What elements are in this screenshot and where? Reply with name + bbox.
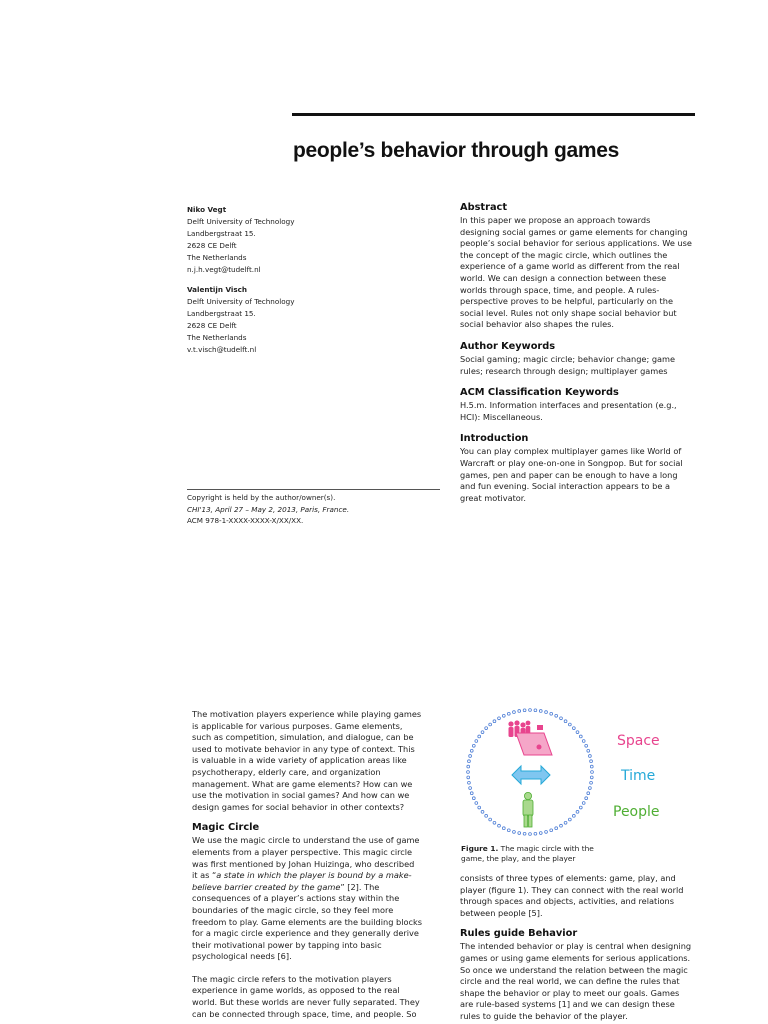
ring-dot [539, 710, 542, 713]
ring-dot [582, 802, 585, 805]
ring-dot [534, 709, 537, 712]
ring-dot [572, 814, 575, 817]
ring-dot [468, 781, 471, 784]
ring-dot [485, 814, 488, 817]
ring-dot [590, 781, 593, 784]
ring-dot [502, 714, 505, 717]
ring-dot [467, 771, 470, 774]
ring-dot [560, 717, 563, 720]
ring-dot [576, 810, 579, 813]
ring-dot [539, 832, 542, 835]
magic-circle-illustration [458, 700, 690, 840]
elements-paragraph: consists of three types of elements: game, play, and player (figure 1). They can connect with the real world through spaces and objects, activities, and relations between people [5]. [460, 873, 684, 918]
abstract-heading: Abstract [460, 202, 508, 213]
ring-dot [469, 787, 472, 790]
ring-dot [469, 755, 472, 758]
ring-dot [579, 806, 582, 809]
ring-dot [485, 727, 488, 730]
author-city: 2628 CE Delft [187, 241, 237, 250]
ring-dot [568, 723, 571, 726]
right-column-top [460, 201, 710, 504]
ring-dot [502, 827, 505, 830]
author-email: v.t.visch@tudelft.nl [187, 345, 257, 354]
ring-dot [518, 710, 521, 713]
ring-dot [518, 832, 521, 835]
ring-dot [560, 824, 563, 827]
author-city: 2628 CE Delft [187, 321, 237, 330]
ring-dot [555, 827, 558, 830]
ring-dot [587, 749, 590, 752]
author-email: n.j.h.vegt@tudelft.nl [187, 265, 261, 274]
ring-dot [507, 712, 510, 715]
ring-dot [588, 755, 591, 758]
ring-dot [585, 744, 588, 747]
author-street: Landbergstraat 15. [187, 309, 256, 318]
ring-dot [585, 797, 588, 800]
ring-dot [472, 744, 475, 747]
ring-dot [545, 711, 548, 714]
introduction-text: You can play complex multiplayer games like World of Warcraft or play one-on-one in Songpop. But for social games, pen and paper can be enough to have a long and fun evening. Social interaction appears to be a great motivator. [460, 446, 683, 503]
ring-dot [529, 709, 532, 712]
ring-dot [475, 740, 478, 743]
ring-dot [550, 829, 553, 832]
ring-dot [481, 810, 484, 813]
lower-right-column [460, 873, 710, 1023]
board-token-icon [537, 745, 542, 750]
ring-dot [467, 776, 470, 779]
ring-dot [470, 749, 473, 752]
clock-icon [537, 725, 543, 730]
acm-heading: ACM Classification Keywords [460, 387, 619, 399]
ring-dot [572, 727, 575, 730]
magic-circle-paragraph-2: The magic circle refers to the motivation players experience in game worlds, as opposed to the real world. But these worlds are never fully separated. They can be connected through space, time, and people. So [192, 973, 420, 1019]
ring-dot [467, 765, 470, 768]
ring-dot [468, 760, 471, 763]
ring-dot [555, 714, 558, 717]
author-country: The Netherlands [187, 253, 247, 262]
ring-dot [493, 720, 496, 723]
rules-paragraph: The intended behavior or play is central when designing games or using game elements for serious applications. So once we understand the relation between the magic circle and the real world, we can define the rules that shape the behavior or play to meet our goals. Games are rule-based systems [1] and we can design these rules to guide the behavior of the player. [460, 941, 692, 1021]
magic-circle-paragraph: We use the magic circle to understand the use of game elements from a player perspective. This magic circle was first mentioned by Johan Huizinga, who described it as “a state in which the player is bound by a make- believe barrier created by the game” [2]. The consequences of a player’s actions stay within the boundaries of the magic circle, so they feel more freedom to play. Game elements are the building blocks for a magic circle experience and they generally derive their motivational power by tapping into basic psychological needs [6]. [192, 835, 422, 962]
author-affiliation: Delft University of Technology [187, 217, 295, 226]
ring-dot [481, 731, 484, 734]
ring-dot [507, 829, 510, 832]
ring-dot [576, 731, 579, 734]
ring-dot [564, 720, 567, 723]
people-label: People [613, 804, 660, 820]
keywords-heading: Author Keywords [460, 340, 556, 352]
keywords-text: Social gaming; magic circle; behavior change; game rules; research through design; multiplayer games [460, 353, 676, 376]
lower-left-column [192, 709, 442, 1020]
ring-dot [470, 792, 473, 795]
paper-title: people’s behavior through games [293, 139, 619, 162]
ring-dot [588, 787, 591, 790]
isbn-line: ACM 978-1-XXXX-XXXX-X/XX/XX. [187, 516, 304, 525]
ring-dot [478, 735, 481, 738]
time-label: Time [621, 768, 656, 784]
figure-1 [458, 700, 690, 840]
rules-guide-behavior-heading: Rules guide Behavior [460, 928, 578, 940]
ring-dot [489, 818, 492, 821]
figure-caption: Figure 1. The magic circle with the game, the play, and the player [461, 844, 594, 863]
motivation-paragraph: The motivation players experience while playing games is applicable for various purposes. Game elements, such as competition, simulation, and dialogue, can be used to motivate behavior in any type of context. This is valuable in a wide variety of application areas like psychotherapy, elderly care, and organization management. What are game elements? How can we use the motivation in social games? And how can we design games for social behavior in other contexts? [192, 709, 422, 812]
title-rule [292, 113, 695, 116]
double-arrow-icon [512, 766, 550, 784]
ring-dot [475, 802, 478, 805]
author-affiliation: Delft University of Technology [187, 297, 295, 306]
ring-dot [523, 709, 526, 712]
ring-dot [513, 711, 516, 714]
author-street: Landbergstraat 15. [187, 229, 256, 238]
copyright-block [187, 492, 447, 527]
ring-dot [472, 797, 475, 800]
conference-line: CHI'13, April 27 – May 2, 2013, Paris, France. [187, 504, 350, 514]
magic-circle-heading: Magic Circle [192, 822, 260, 834]
ring-dot [498, 717, 501, 720]
copyright-rule [187, 489, 440, 490]
ring-dot [568, 818, 571, 821]
ring-dot [590, 765, 593, 768]
author-block-1 [187, 204, 427, 276]
ring-dot [529, 833, 532, 836]
ring-dot [579, 735, 582, 738]
ring-dot [534, 832, 537, 835]
board-icon [516, 733, 552, 755]
abstract-text: In this paper we propose an approach towards designing social games or game elements for changing people’s social behavior for serious applications. We use the concept of the magic circle, which outlines the experience of a game world as different from the real world. We can design a connection between these worlds through space, time, and people. A rules- perspective proves to be helpful, particularly on the social level. Rules not only shape social behavior but social behavior also shapes the rules. [460, 215, 692, 330]
ring-dot [545, 830, 548, 833]
author-country: The Netherlands [187, 333, 247, 342]
author-name: Niko Vegt [187, 205, 227, 214]
ring-dot [513, 830, 516, 833]
ring-dot [582, 740, 585, 743]
ring-dot [489, 723, 492, 726]
ring-dot [591, 771, 594, 774]
ring-dot [493, 821, 496, 824]
ring-dot [550, 712, 553, 715]
introduction-heading: Introduction [460, 433, 529, 445]
ring-dot [564, 821, 567, 824]
copyright-line: Copyright is held by the author/owner(s). [187, 493, 336, 502]
ring-dot [587, 792, 590, 795]
author-name: Valentijn Visch [187, 285, 248, 294]
ring-dot [523, 832, 526, 835]
person-icon [523, 792, 533, 827]
ring-dot [590, 776, 593, 779]
author-block-2 [187, 284, 427, 356]
ring-dot [478, 806, 481, 809]
acm-text: H.5.m. Information interfaces and presentation (e.g., HCI): Miscellaneous. [460, 400, 677, 422]
space-label: Space [617, 733, 660, 749]
ring-dot [590, 760, 593, 763]
ring-dot [498, 824, 501, 827]
